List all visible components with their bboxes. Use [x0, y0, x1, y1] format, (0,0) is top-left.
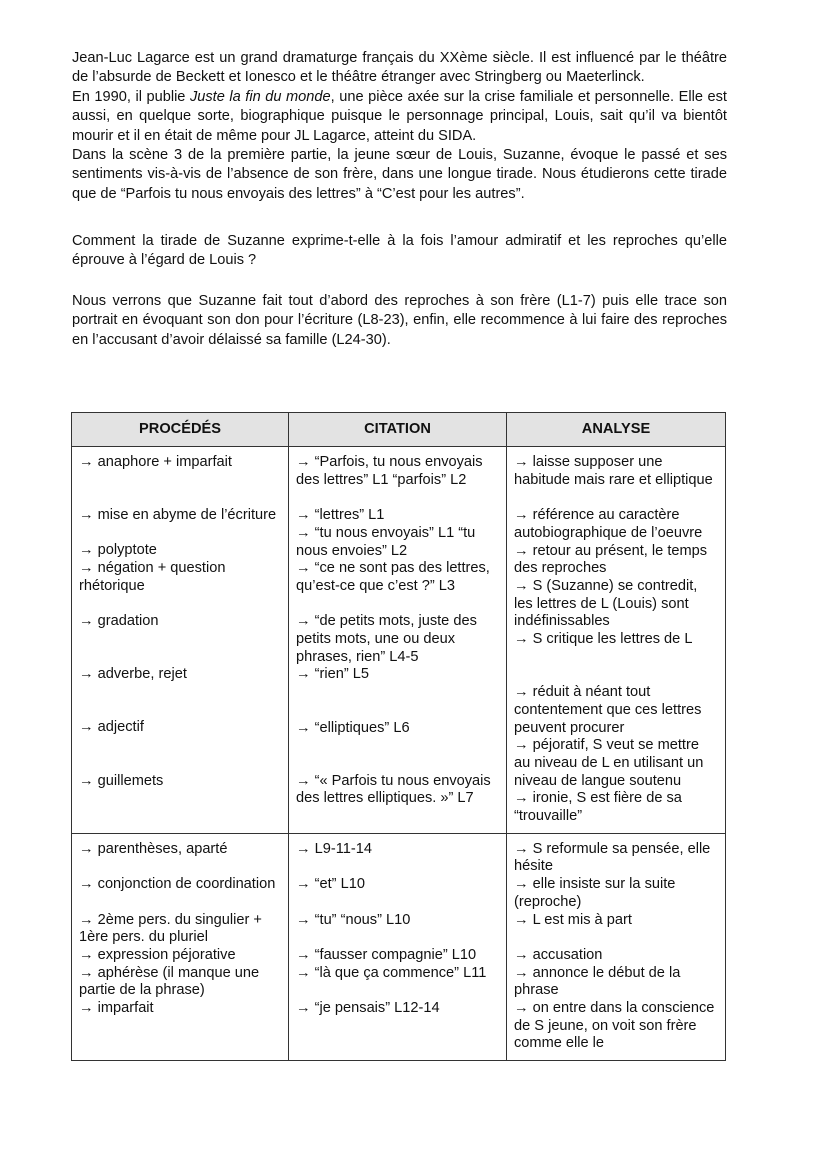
intro-paragraph-author: Jean-Luc Lagarce est un grand dramaturge français du XXème siècle. Il est influencé par le théâtre de l’absurde de Beckett et Ionesco et le théâtre étranger avec Stringberg ou Maeterlinck. — [72, 50, 727, 86]
citation-entry: → “elliptiques” L6 — [296, 719, 410, 736]
procede-entry: → 2ème pers. du singulier + 1ère pers. du pluriel — [79, 911, 262, 946]
header-citation: CITATION — [289, 413, 507, 447]
citation-cell — [289, 833, 507, 1060]
procedes-cell — [72, 447, 289, 834]
intro-paragraph-scene: Dans la scène 3 de la première partie, la jeune sœur de Louis, Suzanne, évoque le passé et ses sentiments vis-à-vis de l’absence de son frère, dans une longue tirade. Nous étudierons cette tirade que de “Parfois tu nous envoyais des lettres” à “C’est pour les autres”. — [72, 147, 727, 202]
citation-entry: → “fausser compagnie” L10 — [296, 946, 477, 963]
plan — [72, 292, 727, 350]
analyse-entry: → ironie, S est fière de sa “trouvaille” — [514, 790, 682, 825]
analyse-entry: → retour au présent, le temps des reproches — [514, 542, 708, 577]
procedes-cell — [72, 833, 289, 1060]
procede-entry: → guillemets — [79, 772, 164, 789]
table-header-row — [72, 413, 726, 447]
header-procedes: PROCÉDÉS — [72, 413, 289, 447]
citation-entry: → “ce ne sont pas des lettres, qu’est-ce que c’est ?” L3 — [296, 560, 490, 594]
intro-text-b: , une pièce axée sur la crise familiale et personnelle. Elle est aussi, en quelque sorte, biographique puisque le personnage principal, Louis, sait qu’il va bientôt mourir et il en était de même pour JL Lagarce, atteint du SIDA. — [72, 88, 727, 144]
analyse-entry: → S (Suzanne) se contredit, les lettres de L (Louis) sont indéfinissables — [514, 577, 698, 630]
procede-entry: → aphérèse (il manque une partie de la phrase) — [79, 964, 260, 999]
analyse-entry: → L est mis à part — [514, 911, 632, 928]
citation-entry: → “et” L10 — [296, 876, 365, 893]
citation-entry: → “tu” “nous” L10 — [296, 911, 411, 928]
analyse-entry: → elle insiste sur la suite (reproche) — [514, 876, 676, 910]
analyse-cell — [507, 447, 726, 834]
analyse-entry: → référence au caractère autobiographique de l’oeuvre — [514, 507, 703, 541]
analyse-entry: → laisse supposer une habitude mais rare et elliptique — [514, 454, 713, 488]
analysis-table — [71, 412, 726, 1061]
analyse-entry: → S reformule sa pensée, elle hésite — [514, 840, 711, 875]
analyse-entry: → réduit à néant tout contentement que ces lettres peuvent procurer — [514, 684, 702, 736]
analyse-entry: → péjoratif, S veut se mettre au niveau de L en utilisant un niveau de langue soutenu — [514, 737, 704, 789]
procede-entry: → conjonction de coordination — [79, 876, 276, 893]
analyse-entry: → S critique les lettres de L — [514, 631, 693, 648]
introduction — [72, 49, 727, 204]
table-row — [72, 833, 726, 1060]
analyse-entry: → accusation — [514, 946, 603, 963]
citation-entry: → “Parfois, tu nous envoyais des lettres” L1 “parfois” L2 — [296, 454, 483, 488]
procede-entry: → adverbe, rejet — [79, 666, 187, 683]
procede-entry: → mise en abyme de l’écriture — [79, 507, 277, 524]
citation-entry: → “de petits mots, juste des petits mots, une ou deux phrases, rien” L4-5 — [296, 613, 477, 665]
intro-text-a: En 1990, il publie — [72, 88, 190, 105]
procede-entry: → négation + question rhétorique — [79, 560, 226, 594]
analyse-entry: → on entre dans la conscience de S jeune, on voit son frère comme elle le — [514, 1000, 715, 1052]
procede-entry: → polyptote — [79, 542, 157, 559]
play-title: Juste la fin du monde — [189, 88, 331, 105]
header-analyse: ANALYSE — [507, 413, 726, 447]
citation-entry: → “lettres” L1 — [296, 507, 385, 524]
problematique-text: Comment la tirade de Suzanne exprime-t-elle à la fois l’amour admiratif et les reproches qu’elle éprouve à l’égard de Louis ? — [72, 233, 727, 269]
citation-entry: → “rien” L5 — [296, 666, 369, 683]
procede-entry: → imparfait — [79, 1000, 154, 1017]
analyse-cell — [507, 833, 726, 1060]
citation-entry: → “je pensais” L12-14 — [296, 1000, 440, 1016]
intro-paragraph-play — [72, 88, 727, 146]
procede-entry: → gradation — [79, 613, 159, 630]
citation-entry: → “là que ça commence” L11 — [296, 964, 487, 981]
procede-entry: → expression péjorative — [79, 946, 236, 963]
procede-entry: → anaphore + imparfait — [79, 454, 232, 470]
citation-entry: → “« Parfois tu nous envoyais des lettres elliptiques. »” L7 — [296, 772, 491, 807]
problematique — [72, 232, 727, 271]
procede-entry: → parenthèses, aparté — [79, 840, 228, 857]
citation-entry: → “tu nous envoyais” L1 “tu nous envoies” L2 — [296, 524, 476, 559]
table-row — [72, 447, 726, 834]
analyse-entry: → annonce le début de la phrase — [514, 964, 681, 999]
citation-cell — [289, 447, 507, 834]
citation-entry: → L9-11-14 — [296, 840, 372, 857]
procede-entry: → adjectif — [79, 719, 144, 736]
plan-text: Nous verrons que Suzanne fait tout d’abord des reproches à son frère (L1-7) puis elle trace son portrait en évoquant son don pour l’écriture (L8-23), enfin, elle recommence à lui faire des reproches en l’accusant d’avoir délaissé sa famille (L24-30). — [72, 293, 727, 348]
